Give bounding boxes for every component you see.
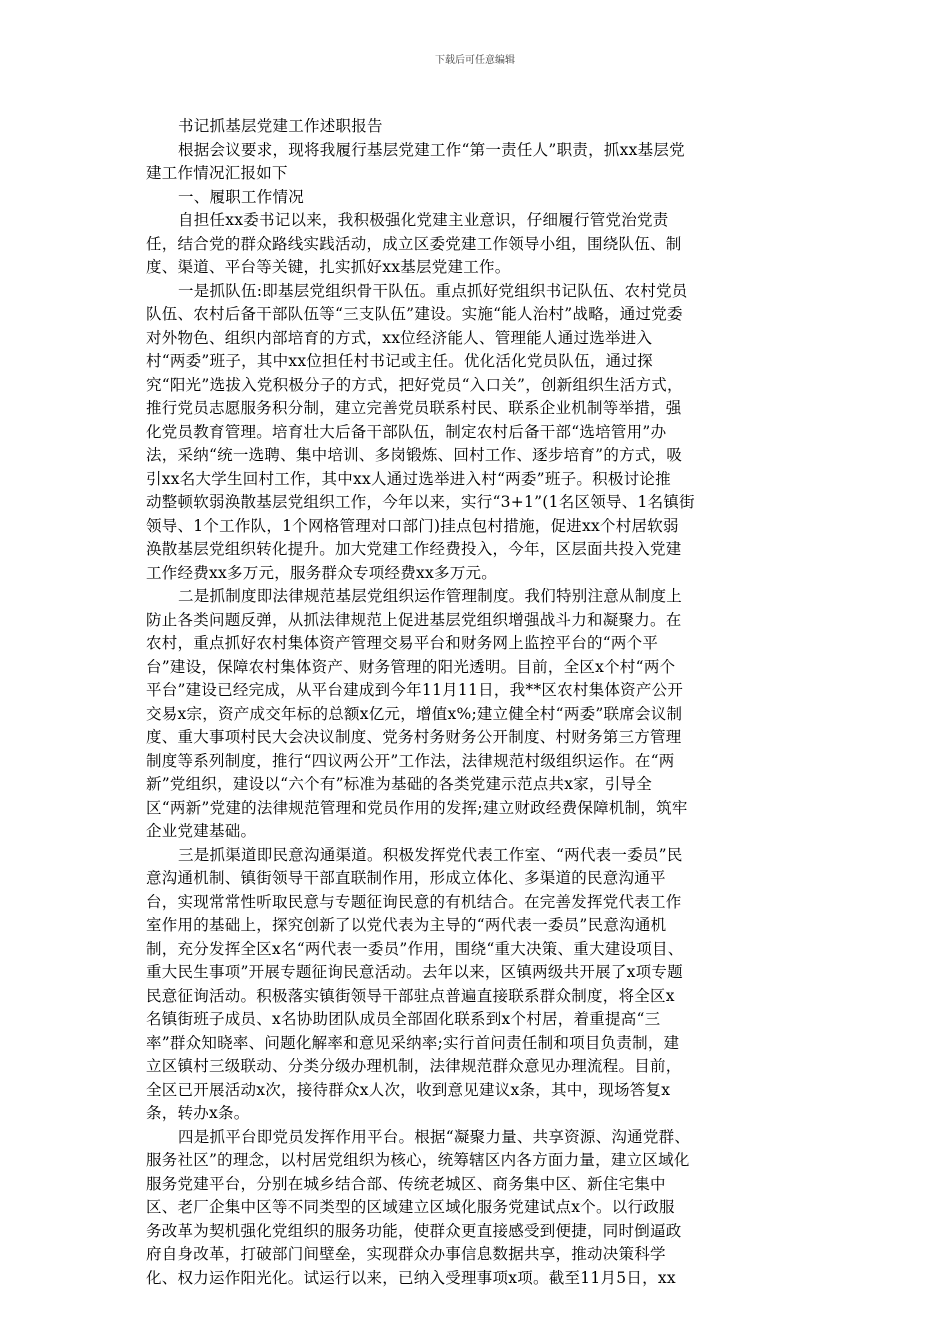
text-line: 化、权力运作阳光化。试运行以来，已纳入受理事项x项。截至11月5日，xx bbox=[146, 1268, 676, 1287]
text-line: 新”党组织，建设以“六个有”标准为基础的各类党建示范点共x家，引导全 bbox=[146, 775, 653, 793]
text-line: 重大民生事项”开展专题征询民意活动。去年以来，区镇两级共开展了x项专题 bbox=[146, 963, 683, 981]
text-line: 建工作情况汇报如下 bbox=[146, 164, 288, 182]
text-line: 化党员教育管理。培育壮大后备干部队伍，制定农村后备干部“选培管用”办 bbox=[146, 422, 667, 441]
text-line: 队伍、农村后备干部队伍等“三支队伍”建设。实施“能人治村”战略，通过党委 bbox=[146, 305, 683, 323]
text-line: 立区镇村三级联动、分类分级办理机制，法律规范群众意见办理流程。目前， bbox=[146, 1057, 682, 1075]
text-line: 全区已开展活动x次，接待群众x人次，收到意见建议x条，其中，现场答复x bbox=[146, 1080, 671, 1099]
text-line: 一是抓队伍:即基层党组织骨干队伍。重点抓好党组织书记队伍、农村党员 bbox=[178, 281, 688, 300]
text-line: 名镇街班子成员、x名协助团队成员全部固化联系到x个村居，着重提高“三 bbox=[146, 1010, 661, 1028]
text-line: 推行党员志愿服务积分制，建立完善党员联系村民、联系企业机制等举措，强 bbox=[146, 399, 682, 417]
text-line: 交易x宗，资产成交年标的总额x亿元，增值x%;建立健全村“两委”联席会议制 bbox=[146, 704, 683, 723]
text-line: 任，结合党的群众路线实践活动，成立区委党建工作领导小组，围绕队伍、制 bbox=[146, 234, 682, 253]
text-line: 根据会议要求，现将我履行基层党建工作“第一责任人”职责，抓xx基层党 bbox=[178, 140, 685, 159]
text-line: 防止各类问题反弹，从抓法律规范上促进基层党组织增强战斗力和凝聚力。在 bbox=[146, 610, 682, 629]
text-line: 服务社区”的理念，以村居党组织为核心，统筹辖区内各方面力量，建立区域化 bbox=[146, 1151, 690, 1169]
text-line: 服务党建平台，分别在城乡结合部、传统老城区、商务集中区、新住宅集中 bbox=[146, 1174, 666, 1193]
text-line: 农村，重点抓好农村集体资产管理交易平台和财务网上监控平台的“两个平 bbox=[146, 634, 659, 652]
text-line: 意沟通机制、镇街领导干部直联制作用，形成立体化、多渠道的民意沟通平 bbox=[146, 869, 666, 887]
text-line: 涣散基层党组织转化提升。加大党建工作经费投入，今年，区层面共投入党建 bbox=[146, 540, 682, 558]
text-line: 企业党建基础。 bbox=[146, 822, 257, 840]
text-line: 条，转办x条。 bbox=[146, 1104, 250, 1122]
text-line: 究“阳光”选拔入党积极分子的方式，把好党员“入口关”，创新组织生活方式， bbox=[146, 375, 683, 394]
text-line: 室作用的基础上，探究创新了以党代表为主导的“两代表一委员”民意沟通机 bbox=[146, 916, 667, 934]
document-body bbox=[146, 115, 806, 1290]
text-line: 三是抓渠道即民意沟通渠道。积极发挥党代表工作室、“两代表一委员”民 bbox=[178, 845, 683, 864]
text-line: 法，采纳“统一选聘、集中培训、多岗锻炼、回村工作、逐步培育”的方式，吸 bbox=[146, 446, 683, 464]
text-line: 区、老厂企集中区等不同类型的区域建立区域化服务党建试点x个。以行政服 bbox=[146, 1198, 675, 1216]
text-line: 度、渠道、平台等关键，扎实抓好xx基层党建工作。 bbox=[146, 258, 511, 276]
text-line: 领导、1个工作队，1个网格管理对口部门)挂点包村措施，促进xx个村居软弱 bbox=[146, 516, 679, 535]
text-line: 四是抓平台即党员发挥作用平台。根据“凝聚力量、共享资源、沟通党群、 bbox=[178, 1127, 691, 1146]
text-line: 台，实现常常性听取民意与专题征询民意的有机结合。在完善发挥党代表工作 bbox=[146, 892, 682, 911]
text-line: 民意征询活动。积极落实镇街领导干部驻点普遍直接联系群众制度，将全区x bbox=[146, 986, 675, 1005]
text-line: 府自身改革，打破部门间壁垒，实现群众办事信息数据共享，推动决策科学 bbox=[146, 1245, 666, 1263]
text-line: 书记抓基层党建工作述职报告 bbox=[178, 117, 383, 135]
text-line: 引xx名大学生回村工作，其中xx人通过选举进入村“两委”班子。积极讨论推 bbox=[146, 469, 671, 488]
text-line: 务改革为契机强化党组织的服务功能，使群众更直接感受到便捷，同时倒逼政 bbox=[146, 1221, 682, 1240]
text-line: 一、履职工作情况 bbox=[178, 187, 305, 206]
text-line: 二是抓制度即法律规范基层党组织运作管理制度。我们特别注意从制度上 bbox=[178, 587, 683, 605]
text-line: 制度等系列制度，推行“四议两公开”工作法，法律规范村级组织运作。在“两 bbox=[146, 751, 675, 770]
text-line: 平台”建设已经完成，从平台建成到今年11月11日，我**区农村集体资产公开 bbox=[146, 681, 684, 699]
text-line: 台”建设，保障农村集体资产、财务管理的阳光透明。目前，全区x个村“两个 bbox=[146, 657, 676, 676]
text-line: 村“两委”班子，其中xx位担任村书记或主任。优化活化党员队伍，通过探 bbox=[146, 352, 653, 370]
text-line: 制，充分发挥全区x名“两代表一委员”作用，围绕“重大决策、重大建设项目、 bbox=[146, 939, 684, 958]
text-line: 对外物色、组织内部培育的方式，xx位经济能人、管理能人通过选举进入 bbox=[146, 328, 653, 347]
text-line: 率”群众知晓率、问题化解率和意见采纳率;实行首问责任制和项目负责制，建 bbox=[146, 1033, 680, 1052]
text-line: 工作经费xx多万元，服务群众专项经费xx多万元。 bbox=[146, 563, 497, 582]
page-header: 下载后可任意编辑 bbox=[435, 55, 515, 66]
text-line: 度、重大事项村民大会决议制度、党务村务财务公开制度、村财务第三方管理 bbox=[146, 728, 682, 746]
text-line: 区“两新”党建的法律规范管理和党员作用的发挥;建立财政经费保障机制，筑牢 bbox=[146, 798, 688, 817]
text-line: 自担任xx委书记以来，我积极强化党建主业意识，仔细履行管党治党责 bbox=[178, 211, 669, 229]
text-line: 动整顿软弱涣散基层党组织工作，今年以来，实行“3+1”(1名区领导、1名镇街 bbox=[146, 493, 695, 511]
